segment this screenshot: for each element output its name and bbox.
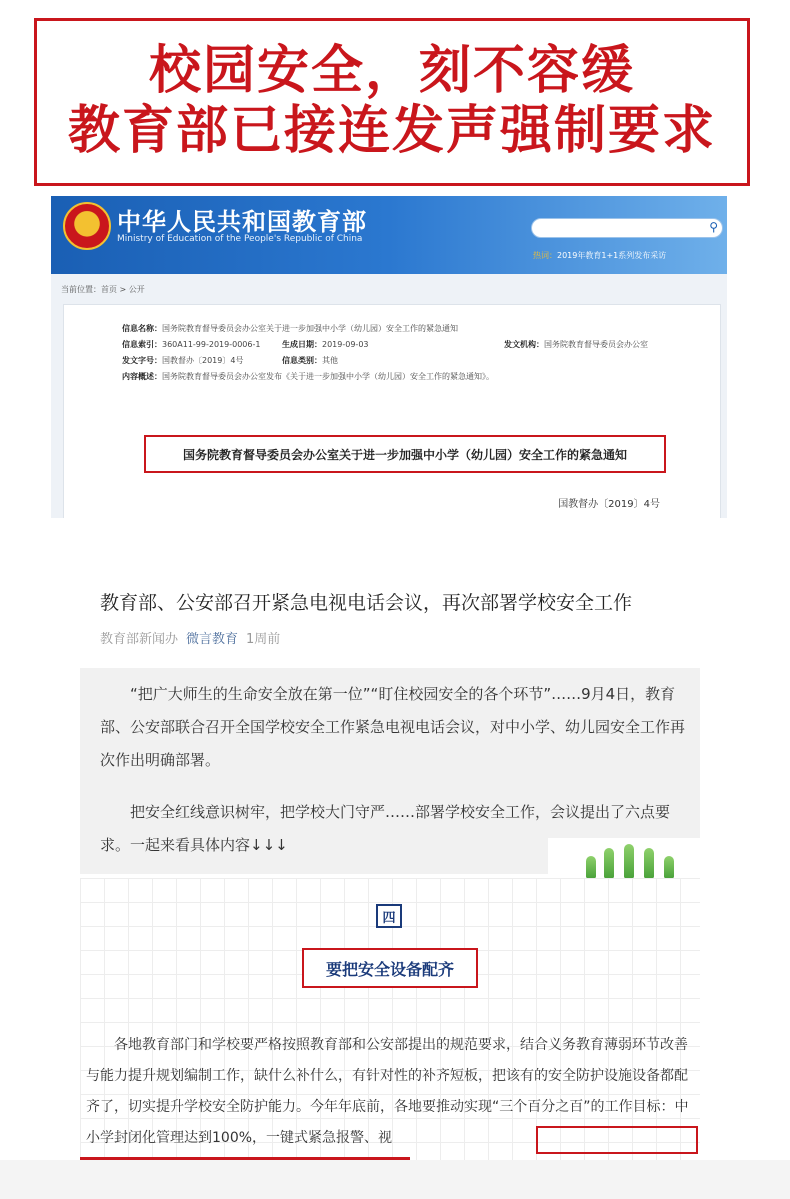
moe-search-input[interactable] (531, 218, 723, 238)
moe-hot-words[interactable] (533, 250, 666, 261)
moe-notice-screenshot (51, 196, 727, 518)
headline-banner (34, 18, 750, 186)
section-body: 各地教育部门和学校要严格按照教育部和公安部提出的规范要求，结合义务教育薄弱环节改善与能力提升规划编制工作，缺什么补什么，有针对性的补齐短板，把该有的安全防护设施设备都配齐了，切实提升学校安全防护能力。今年年底前，各地要推动实现“三个百分之百”的工作目标：中小学封闭化管理达到100%，一键式紧急报警、视 (86, 1037, 689, 1146)
meta-row-index (122, 339, 648, 350)
search-icon[interactable]: ⚲ (709, 220, 718, 234)
leaf-shape (624, 844, 634, 878)
meta-value: 国教督办〔2019〕4号 (162, 356, 244, 365)
hot-label: 热词： (533, 251, 557, 260)
moe-header (51, 196, 727, 274)
meta-label: 信息索引： (122, 340, 162, 349)
doc-number: 国教督办〔2019〕4号 (558, 499, 660, 510)
meta-label: 生成日期： (282, 340, 322, 349)
headline-line-1: 校园安全，刻不容缓 (148, 41, 635, 102)
meta-row-summary (122, 371, 494, 382)
headline-line-2: 教育部已接连发声强制要求 (67, 101, 716, 161)
article-time: 1周前 (246, 632, 281, 647)
meta-value: 2019-09-03 (322, 340, 369, 349)
meta-value: 其他 (322, 356, 338, 365)
notice-title: 国务院教育督导委员会办公室关于进一步加强中小学（幼儿园）安全工作的紧急通知 (144, 435, 666, 473)
moe-info-panel (63, 304, 721, 518)
account-link[interactable]: 微言教育 (186, 632, 239, 647)
meta-label: 信息类别： (282, 356, 322, 365)
moe-site-subtitle: Ministry of Education of the People's Republic of China (117, 234, 363, 244)
lead-paragraph-2: 把安全红线意识树牢，把学校大门守严……部署学校安全工作，会议提出了六点要求。一起来看具体内容↓↓↓ (100, 803, 671, 854)
national-emblem-icon (63, 202, 111, 250)
moe-site-title: 中华人民共和国教育部 (117, 208, 367, 236)
section-heading: 要把安全设备配齐 (302, 948, 478, 988)
hot-link[interactable]: 2019年教育1+1系列发布采访 (557, 251, 667, 260)
meta-row-docno (122, 355, 338, 366)
leaf-shape (604, 848, 614, 878)
page-footer-strip (0, 1160, 790, 1199)
meta-value: 国务院教育督导委员会办公室发布《关于进一步加强中小学（幼儿园）安全工作的紧急通知》。 (162, 372, 494, 381)
meta-label: 信息名称： (122, 324, 162, 333)
lead-paragraph-1: “把广大师生的生命安全放在第一位”“盯住校园安全的各个环节”……9月4日，教育部、公安部联合召开全国学校安全工作紧急电视电话会议，对中小学、幼儿园安全工作再次作出明确部署。 (100, 685, 686, 769)
section-four (80, 878, 700, 1160)
leaf-shape (644, 848, 654, 878)
meta-label: 内容概述： (122, 372, 162, 381)
meta-label: 发文字号： (122, 356, 162, 365)
section-number-badge: 四 (376, 904, 402, 928)
meta-label: 发文机构： (504, 340, 544, 349)
article-meta (100, 628, 280, 647)
leaf-shape (586, 856, 596, 878)
plant-illustration (548, 838, 700, 878)
article-title: 教育部、公安部召开紧急电视电话会议，再次部署学校安全工作 (100, 592, 633, 614)
breadcrumb[interactable]: 当前位置：首页 > 公开 (61, 285, 145, 294)
meta-value: 360A11-99-2019-0006-1 (162, 340, 261, 349)
leaf-shape (664, 856, 674, 878)
article-source: 教育部新闻办 (100, 632, 179, 647)
highlight-box (536, 1126, 698, 1154)
meta-value: 国务院教育督导委员会办公室关于进一步加强中小学（幼儿园）安全工作的紧急通知 (162, 324, 458, 333)
meta-row-name (122, 323, 458, 334)
meta-value: 国务院教育督导委员会办公室 (544, 340, 648, 349)
